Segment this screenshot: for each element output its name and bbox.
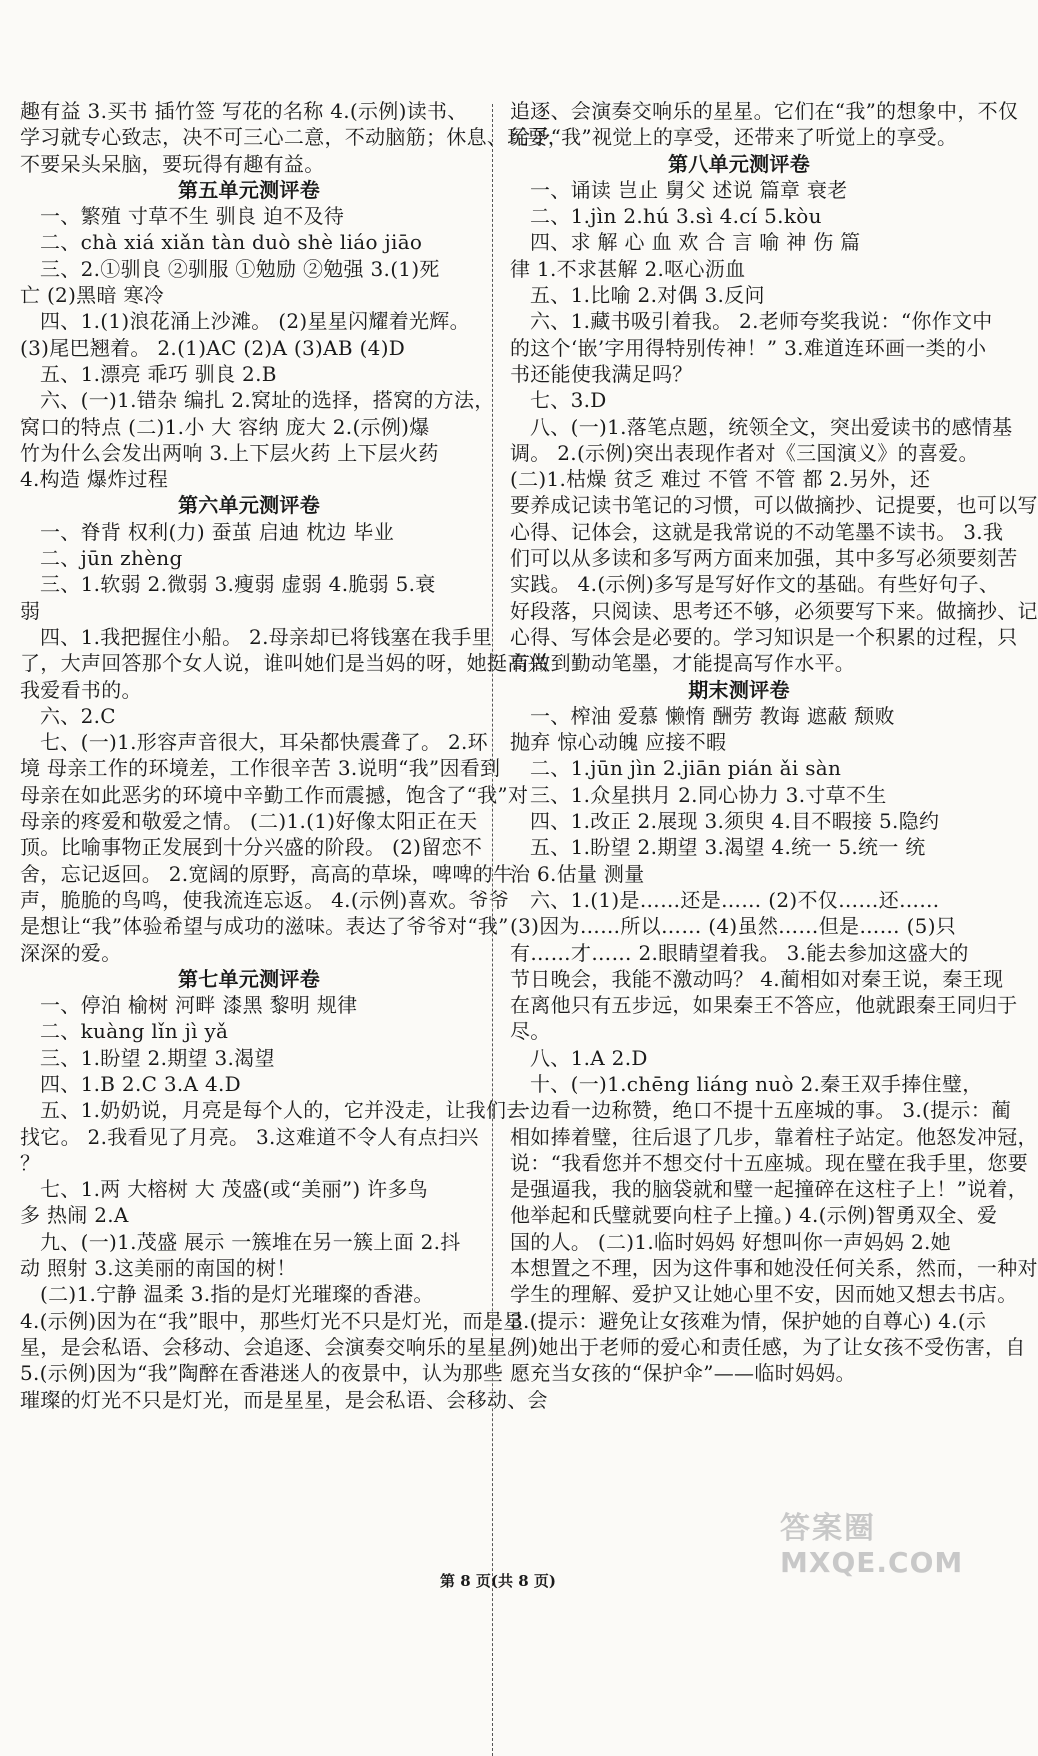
answer-line: 本想置之不理，因为这件事和她没任何关系，然而，一种对 [510,1256,1038,1281]
answer-line: 们可以从多读和多写两方面来加强，其中多写必须要刻苦 [510,546,1018,571]
section-heading: 第六单元测评卷 [177,493,321,518]
answer-line: 趣有益 3.买书 插竹签 写花的名称 4.(示例)读书、 [20,99,468,123]
answer-line: 愿充当女孩的“保护伞”——临时妈妈。 [510,1361,856,1386]
section-heading: 第五单元测评卷 [177,177,321,202]
answer-line: 七、1.两 大榕树 大 茂盛(或“美丽”) 许多鸟 [40,1177,429,1202]
answer-line: 星，是会私语、会移动、会追逐、会演奏交响乐的星星。 [20,1334,528,1359]
answer-line: 是想让“我”体验希望与成功的滋味。表达了爷爷对“我” [20,914,509,939]
answer-line: 一、榨油 爱慕 懒惰 酬劳 教诲 遮蔽 颓败 [530,703,895,728]
answer-line: 二、1.jūn jìn 2.jiān pián ǎi sàn [530,756,842,781]
answer-line: 一边看一边称赞，绝口不提十五座城的事。 3.(提示：蔺 [510,1098,1012,1123]
answer-line: 不要呆头呆脑，要玩得有趣有益。 [20,151,325,176]
answer-line: (3)因为……所以…… (4)虽然……但是…… (5)只 [510,914,957,939]
answer-line: 六、(一)1.错杂 编扎 2.窝址的选择，搭窝的方法， [40,388,495,413]
answer-line: 追逐、会演奏交响乐的星星。它们在“我”的想象中，不仅 [510,99,1019,123]
page-footer: 第 8 页(共 8 页) [440,1572,556,1590]
answer-line: 境 母亲工作的环境差，工作很辛苦 3.说明“我”因看到 [20,756,501,781]
answer-line: 要养成记读书笔记的习惯，可以做摘抄、记提要，也可以写 [510,493,1038,518]
section-heading: 第八单元测评卷 [667,151,811,176]
answer-line: 一、脊背 权利(力) 蚕茧 启迪 枕边 毕业 [40,519,394,544]
answer-line: 心得、写体会是必要的。学习知识是一个积累的过程，只 [510,624,1018,649]
answer-line: 律 1.不求甚解 2.呕心沥血 [510,256,746,281]
answer-line: 六、2.C [40,703,116,728]
answer-line: 七、(一)1.形容声音很大，耳朵都快震聋了。 2.环 [40,730,488,755]
answer-line: 有做到勤动笔墨，才能提高写作水平。 [510,651,856,676]
answer-line: 说：“我看您并不想交付十五座城。现在璧在我手里，您要 [510,1150,1029,1175]
answer-line: 四、1.B 2.C 3.A 4.D [40,1071,241,1096]
section-heading: 期末测评卷 [688,677,790,702]
answer-line: 四、1.改正 2.展现 3.须臾 4.目不暇接 5.隐约 [530,809,940,834]
answer-line: ？ [20,1150,41,1175]
answer-line: 二、1.jìn 2.hú 3.sì 4.cí 5.kòu [530,204,822,229]
answer-line: 顶。比喻事物正发展到十分兴盛的阶段。 (2)留恋不 [20,835,483,860]
answer-line: 实践。 4.(示例)多写是写好作文的基础。有些好句子、 [510,572,1000,597]
answer-line: 母亲在如此恶劣的环境中辛勤工作而震撼，饱含了“我”对 [20,782,529,807]
answer-line: (二)1.枯燥 贫乏 难过 不管 不管 都 2.另外，还 [510,467,931,492]
answer-line: 节日晚会，我能不激动吗？ 4.蔺相如对秦王说，秦王现 [510,966,1004,991]
answer-line: 国的人。 (二)1.临时妈妈 好想叫你一声妈妈 2.她 [510,1229,951,1254]
answer-line: 璀璨的灯光不只是灯光，而是星星，是会私语、会移动、会 [20,1387,548,1412]
answer-line: 五、1.奶奶说，月亮是每个人的，它并没走，让我们去 [40,1098,527,1123]
answer-line: 弱 [20,598,41,623]
answer-line: 九、(一)1.茂盛 展示 一簇堆在另一簇上面 2.抖 [40,1229,461,1254]
answer-line: 一、诵读 岂止 舅父 述说 篇章 衰老 [530,177,848,202]
answer-line: 三、1.盼望 2.期望 3.渴望 [40,1045,275,1070]
right-column [510,98,1038,1387]
answer-line: 有……才…… 2.眼睛望着我。 3.能去参加这盛大的 [510,940,969,965]
answer-line: 在离他只有五步远，如果秦王不答应，他就跟秦王同归于 [510,993,1018,1018]
answer-line: 相如捧着璧，往后退了几步，靠着柱子站定。他怒发冲冠， [510,1124,1038,1149]
answer-line: 调。 2.(示例)突出表现作者对《三国演义》的喜爱。 [510,440,979,465]
answer-line: 一、繁殖 寸草不生 驯良 迫不及待 [40,204,345,229]
answer-line: 深深的爱。 [20,940,122,965]
answer-line: 四、1.(1)浪花涌上沙滩。 (2)星星闪耀着光辉。 [40,309,470,334]
answer-line: 了，大声回答那个女人说，谁叫她们是当妈的呀，她挺高兴 [20,651,548,676]
answer-line: 抛弃 惊心动魄 应接不暇 [510,730,727,755]
answer-line: 三、2.①驯良 ②驯服 ①勉励 ②勉强 3.(1)死 [40,256,440,281]
answer-line: 例)她出于老师的爱心和责任感，为了让女孩不受伤害，自 [510,1334,1026,1359]
watermark-url: MXQE.COM [780,1546,964,1579]
answer-line: 的这个‘嵌’字用得特别传神！” 3.难道连环画一类的小 [510,335,987,360]
answer-line: 五、1.漂亮 乖巧 驯良 2.B [40,361,277,386]
answer-line: 八、(一)1.落笔点题，统领全文，突出爱读书的感情基 [530,414,1013,439]
answer-line: (二)1.宁静 温柔 3.指的是灯光璀璨的香港。 [40,1282,434,1307]
answer-line: 三、1.众星拱月 2.同心协力 3.寸草不生 [530,782,887,807]
answer-line: 学习就专心致志，决不可三心二意，不动脑筋；休息、玩耍， [20,125,569,150]
answer-line: 二、kuàng lǐn jì yǎ [40,1019,229,1044]
answer-line: 找它。 2.我看见了月亮。 3.这难道不令人有点扫兴 [20,1124,479,1149]
column-divider [492,104,493,1756]
answer-line: 十、(一)1.chēng liáng nuò 2.秦王双手捧住璧， [530,1071,983,1096]
answer-line: 三、1.软弱 2.微弱 3.瘦弱 虚弱 4.脆弱 5.衰 [40,572,436,597]
answer-line: 我爱看书的。 [20,677,142,702]
answer-line: 四、求 解 心 血 欢 合 言 喻 神 伤 篇 [530,230,861,255]
answer-line: 4.构造 爆炸过程 [20,467,169,492]
answer-line: 四、1.我把握住小船。 2.母亲却已将钱塞在我手里 [40,624,493,649]
answer-line: 母亲的疼爱和敬爱之情。 (二)1.(1)好像太阳正在天 [20,809,478,834]
answer-line: 声，脆脆的鸟鸣，使我流连忘返。 4.(示例)喜欢。爷爷 [20,887,510,912]
answer-line: 窝口的特点 (二)1.小 大 容纳 庞大 2.(示例)爆 [20,414,430,439]
answer-line: 动 照射 3.这美丽的南国的树！ [20,1256,297,1281]
answer-line: 二、chà xiá xiǎn tàn duò shè liáo jiāo [40,230,423,255]
answer-line: 一、停泊 榆树 河畔 漆黑 黎明 规律 [40,993,358,1018]
answer-line: 五、1.盼望 2.期望 3.渴望 4.统一 5.统一 统 [530,835,926,860]
answer-line: 学生的理解、爱护又让她心里不安，因而她又想去书店。 [510,1282,1018,1307]
answer-line: 八、1.A 2.D [530,1045,648,1070]
answer-line: 好段落，只阅读、思考还不够，必须要写下来。做摘抄、记 [510,598,1038,623]
answer-line: 给予“我”视觉上的享受，还带来了听觉上的享受。 [510,125,958,150]
answer-line: 亡 (2)黑暗 寒冷 [20,283,165,308]
answer-line: 六、1.藏书吸引着我。 2.老师夸奖我说：“你作文中 [530,309,993,334]
answer-line: (3)尾巴翘着。 2.(1)AC (2)A (3)AB (4)D [20,335,406,360]
answer-line: 六、1.(1)是……还是…… (2)不仅……还…… [530,887,940,912]
answer-line: 舍，忘记返回。 2.宽阔的原野，高高的草垛，啤啤的牛 [20,861,514,886]
answer-line: 是强逼我，我的脑袋就和璧一起撞碎在这柱子上！”说着， [510,1177,1029,1202]
answer-line: 5.(示例)因为“我”陶醉在香港迷人的夜景中，认为那些 [20,1361,504,1386]
answer-line: 尽。 [510,1019,551,1044]
answer-line: 治 6.估量 测量 [510,861,645,886]
answer-line: 他举起和氏璧就要向柱子上撞。) 4.(示例)智勇双全、爱 [510,1203,998,1228]
answer-line: 3.(提示：避免让女孩难为情，保护她的自尊心) 4.(示 [510,1308,987,1333]
answer-line: 书还能使我满足吗？ [510,361,693,386]
answer-line: 二、jūn zhèng [40,546,183,571]
answer-line: 竹为什么会发出两响 3.上下层火药 上下层火药 [20,440,439,465]
answer-line: 七、3.D [530,388,607,413]
watermark-logo-text: 答案圈 [780,1511,876,1546]
answer-line: 五、1.比喻 2.对偶 3.反问 [530,283,765,308]
answer-line: 多 热闹 2.A [20,1203,129,1228]
section-heading: 第七单元测评卷 [177,966,321,991]
answer-line: 心得、记体会，这就是我常说的不动笔墨不读书。 3.我 [510,519,1004,544]
answer-line: 4.(示例)因为在“我”眼中，那些灯光不只是灯光，而是星 [20,1308,524,1333]
